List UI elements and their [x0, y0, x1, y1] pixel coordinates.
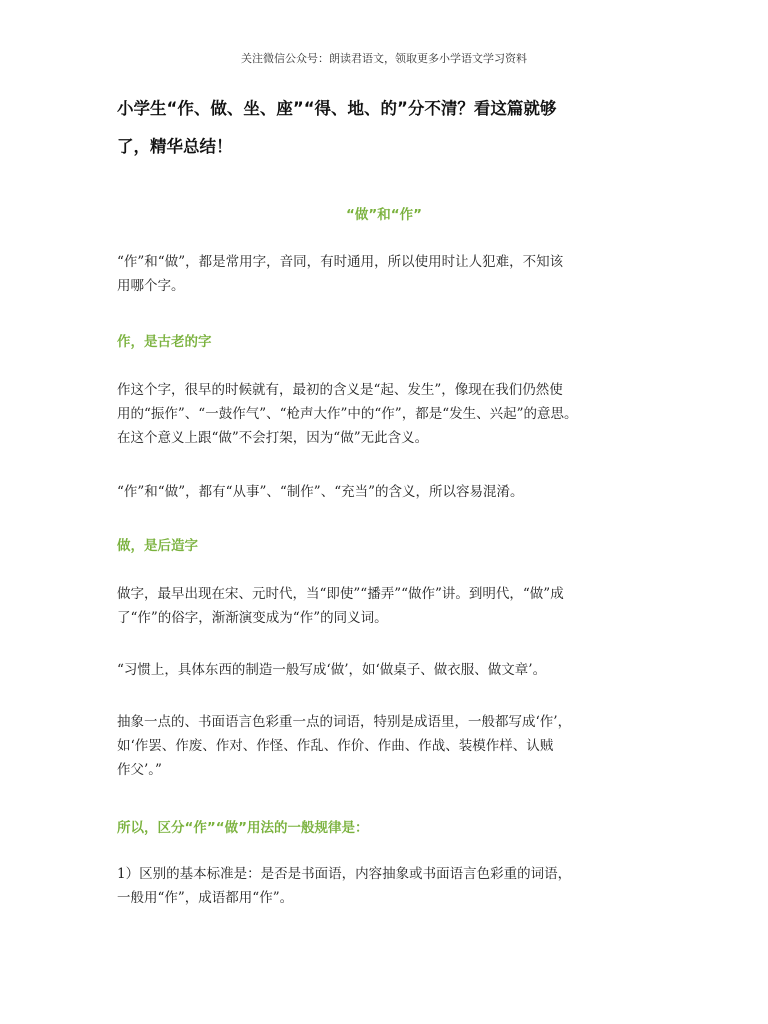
article-title-line-2: 了，精华总结！	[117, 137, 233, 156]
common-line-1: “作”和“做”，都有“从事”、“制作”、“充当”的含义，所以容易混淆。	[117, 484, 524, 500]
rule-1-line-2: 一般用“作”，成语都用“作”。	[117, 890, 294, 906]
article-title	[117, 90, 657, 166]
abstract-line-1: 抽象一点的、书面语言色彩重一点的词语，特别是成语里，一般都写成‘作’，	[117, 714, 572, 730]
heading-zuo-ancient: 作，是古老的字	[117, 334, 212, 350]
zuo-line-2: 用的“振作”、“一鼓作气”、“枪声大作”中的“作”，都是“发生、兴起”的意思。	[117, 406, 578, 422]
zuo2-line-1: 做字，最早出现在宋、元时代，当“即使”“播弄”“做作”讲。到明代，“做”成	[117, 586, 564, 602]
abstract-paragraph	[117, 710, 657, 782]
rule-1-line-1: 1）区别的基本标准是：是否是书面语，内容抽象或书面语言色彩重的词语，	[117, 866, 572, 882]
zuo2-paragraph	[117, 582, 657, 630]
header-note: 关注微信公众号：朗读君语文，领取更多小学语文学习资料	[241, 52, 527, 65]
intro-line-1: “作”和“做”，都是常用字，音同，有时通用，所以使用时让人犯难，不知该	[117, 254, 564, 270]
abstract-line-2: 如‘作罢、作废、作对、作怪、作乱、作价、作曲、作战、装模作样、认贼	[117, 738, 554, 754]
heading-zuo-later: 做，是后造字	[117, 538, 198, 554]
habit-paragraph	[117, 658, 657, 682]
heading-rule: 所以，区分“作”“做”用法的一般规律是：	[117, 820, 369, 836]
zuo-line-3: 在这个意义上跟“做”不会打架，因为“做”无此含义。	[117, 430, 429, 446]
zuo2-line-2: 了“作”的俗字，渐渐演变成为“作”的同义词。	[117, 610, 388, 626]
intro-paragraph	[117, 250, 657, 298]
section-title: “做”和“作”	[346, 207, 422, 223]
intro-line-2: 用哪个字。	[117, 278, 185, 294]
abstract-line-3: 作父’。”	[117, 762, 162, 778]
zuo-paragraph	[117, 378, 657, 450]
article-title-line-1: 小学生“作、做、坐、座”“得、地、的”分不清？看这篇就够	[117, 99, 557, 118]
habit-line-1: “习惯上，具体东西的制造一般写成‘做’，如‘做桌子、做衣服、做文章’。	[117, 662, 547, 678]
rule-1-paragraph	[117, 862, 657, 910]
zuo-line-1: 作这个字，很早的时候就有，最初的含义是“起、发生”，像现在我们仍然使	[117, 382, 563, 398]
common-meaning-paragraph	[117, 480, 657, 504]
